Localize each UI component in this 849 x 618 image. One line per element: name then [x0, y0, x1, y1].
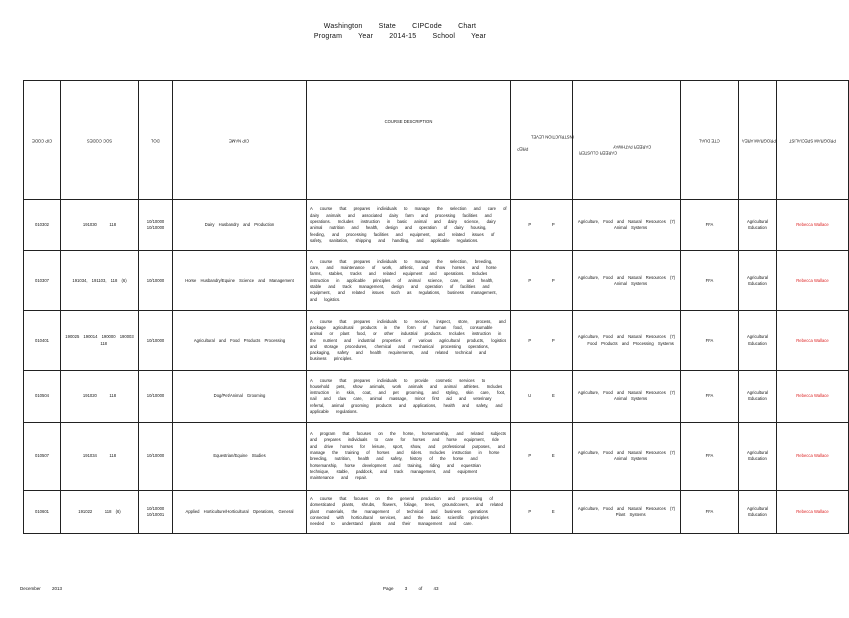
cip-code: 010507 [24, 422, 61, 490]
table-row [24, 251, 849, 311]
cip-name: Dairy Husbandry and Production [173, 200, 307, 251]
cte-dual: FFA [681, 200, 739, 251]
table-row [24, 371, 849, 422]
dol-codes: 10/10000 [139, 422, 173, 490]
program-specialist: Rebecca Wallace [777, 422, 849, 490]
footer-page-number: Page 3 of 43 [383, 586, 439, 591]
table-row [24, 422, 849, 490]
table-row [24, 200, 849, 251]
header-cip: CIP CODE [24, 81, 61, 200]
cip-name: Dog/Pet/Animal Grooming [173, 371, 307, 422]
title-line-2: Program Year 2014-15 School Year [313, 33, 487, 40]
cte-dual: FFA [681, 490, 739, 533]
instruction-level: P P [511, 311, 573, 371]
program-area: Agricultural Education [739, 311, 777, 371]
cip-code: 010504 [24, 371, 61, 422]
header-description: COURSE DESCRIPTION [307, 81, 511, 200]
dol-codes: 10/10000 [139, 311, 173, 371]
header-program-area: PROGRAM AREA [739, 81, 777, 200]
table-row [24, 311, 849, 371]
career-cluster: Agriculture, Food and Natural Resources (7) Animal Systems [573, 371, 681, 422]
program-area: Agricultural Education [739, 251, 777, 311]
cte-dual: FFA [681, 371, 739, 422]
dol-codes: 10/10000 10/10001 [139, 490, 173, 533]
dol-codes: 10/10000 10/10000 [139, 200, 173, 251]
career-cluster: Agriculture, Food and Natural Resources (7) Food Products and Processing Systems [573, 311, 681, 371]
cipcode-table [23, 80, 849, 534]
soc-codes: 190025 190014 190000 190003 118 [61, 311, 139, 371]
program-area: Agricultural Education [739, 490, 777, 533]
table-row [24, 490, 849, 533]
cip-name: Equestrian/Equine Studies [173, 422, 307, 490]
course-description: A course that focuses on the general production and processing of domesticated plants, shrubs, flowers, foliage, trees, groundcovers, and related plant materials, the management of technical and business operations connected with horticultural services, and the basic scientific principles needed to understand plants and their management and care. [307, 490, 511, 533]
header-cte-dual: CTE DUAL [681, 81, 739, 200]
course-description: A course that prepares individuals to receive, inspect, store, process, and package agricultural products in the form of human food, consumable animal or plant food, or other industrial products. Includes instruction in the nutrient and industrial properties of various agricultural products, logistics and storage procedures, chemical and mechanical processing operations, packaging, safety and health requirements, and related technical and business principles. [307, 311, 511, 371]
header-program-specialist: PROGRAM SPECIALIST [777, 81, 849, 200]
program-area: Agricultural Education [739, 371, 777, 422]
career-cluster: Agriculture, Food and Natural Resources (7) Animal Systems [573, 200, 681, 251]
program-specialist: Rebecca Wallace [777, 371, 849, 422]
cip-code: 010401 [24, 311, 61, 371]
header-row [24, 81, 849, 200]
instruction-level: P P [511, 251, 573, 311]
program-specialist: Rebecca Wallace [777, 251, 849, 311]
header-prep-instruction: PREP INSTRUCTION LEVEL [511, 81, 573, 200]
cte-dual: FFA [681, 251, 739, 311]
soc-codes: 191034, 191103, 118 (6) [61, 251, 139, 311]
dol-codes: 10/10000 [139, 371, 173, 422]
header-cluster-pathway: CAREER CLUSTER CAREER PATHWAY [573, 81, 681, 200]
program-specialist: Rebecca Wallace [777, 311, 849, 371]
document-title [0, 22, 800, 42]
program-area: Agricultural Education [739, 200, 777, 251]
instruction-level: P E [511, 422, 573, 490]
soc-codes: 191020 118 [61, 371, 139, 422]
footer-date: December 2013 [20, 586, 63, 591]
cip-name: Applied Horticulture/Horticultural Operations, General [173, 490, 307, 533]
career-cluster: Agriculture, Food and Natural Resources (7) Plant Systems [573, 490, 681, 533]
soc-codes: 191030 118 [61, 200, 139, 251]
header-dol: DOL [139, 81, 173, 200]
course-description: A course that prepares individuals to manage the selection and care of dairy animals and associated dairy farm and processing facilities and operations. Includes instruction in basic animal and dairy science, dairy animal nutrition and health, design and operation of dairy housing, feeding, and processing facilities and equipment, and related issues of safety, sanitation, shipping and handling, and applicable regulations. [307, 200, 511, 251]
soc-codes: 191022 118 (6) [61, 490, 139, 533]
course-description: A course that prepares individuals to manage the selection, breeding, care, and maintenance of work, athletic, and show horses and horse farms, stables, tracks and related equipment and operations. Includes instruction in applicable principles of animal science, care, and health, stable and track management, design and operation of facilities and equipment, and related issues such as regulations, business management, and logistics. [307, 251, 511, 311]
program-specialist: Rebecca Wallace [777, 490, 849, 533]
header-soc: SOC CODES [61, 81, 139, 200]
career-cluster: Agriculture, Food and Natural Resources (7) Animal Systems [573, 422, 681, 490]
dol-codes: 10/10000 [139, 251, 173, 311]
instruction-level: P P [511, 200, 573, 251]
cte-dual: FFA [681, 422, 739, 490]
course-description: A course that prepares individuals to provide cosmetic services to household pets, show animals, work animals and animal athletes. Includes instruction in skin, coat, and pet grooming, and styling, skin care, foot, nail and claw care, animal massage, minor first aid and veterinary referral, animal grooming products and applications, health and safety, and applicable regulations. [307, 371, 511, 422]
header-cip-name: CIP NAME [173, 81, 307, 200]
instruction-level: U E [511, 371, 573, 422]
cip-code: 010302 [24, 200, 61, 251]
cte-dual: FFA [681, 311, 739, 371]
instruction-level: P E [511, 490, 573, 533]
cip-name: Horse Husbandry/Equine Science and Management [173, 251, 307, 311]
career-cluster: Agriculture, Food and Natural Resources (7) Animal Systems [573, 251, 681, 311]
course-description: A program that focuses on the horse, horsemanship, and related subjects and prepares individuals to care for horses and horse equipment, ride and drive horses for leisure, sport, show, and professional purposes, and manage the training of horses and riders. Includes instruction in horse breeding, nutrition, health and safety, history of the horse and horsemanship, horse development and training, riding and equestrian technique, stable, paddock, and track management, and equipment maintenance and repair. [307, 422, 511, 490]
cip-code: 010601 [24, 490, 61, 533]
soc-codes: 191034 118 [61, 422, 139, 490]
title-line-1: Washington State CIPCode Chart [323, 23, 477, 30]
cip-code: 010307 [24, 251, 61, 311]
program-area: Agricultural Education [739, 422, 777, 490]
cip-name: Agricultural and Food Products Processing [173, 311, 307, 371]
program-specialist: Rebecca Wallace [777, 200, 849, 251]
